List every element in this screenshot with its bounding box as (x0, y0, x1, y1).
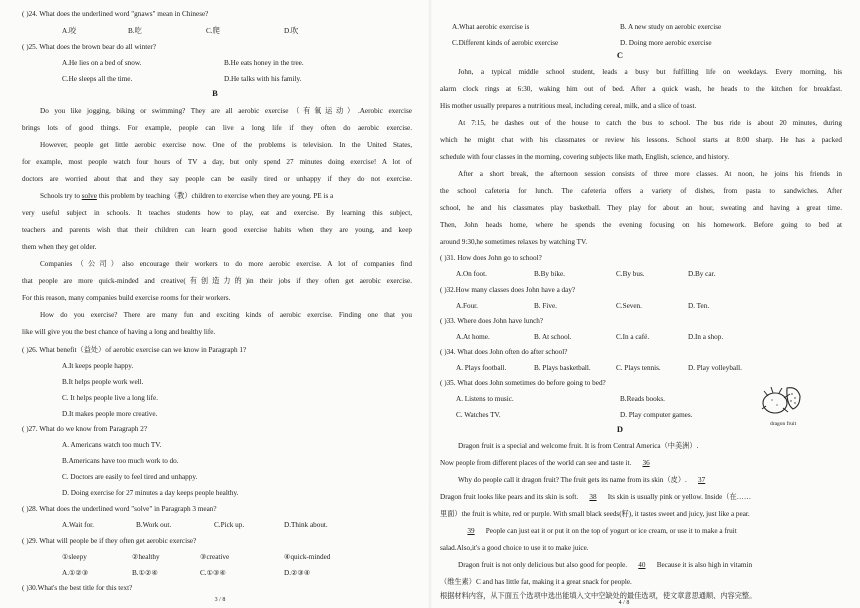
q26-option-b: B.It helps people work well. (62, 378, 144, 386)
q25-option-c: C.He sleeps all the time. (62, 75, 133, 83)
blank-37: 37 (698, 476, 706, 484)
passage-b-line: Do you like jogging, biking or swimming? They are all aerobic exercise（有氧运动）.Aerobic exercise (40, 107, 412, 115)
q34-option-c: C. Plays tennis. (616, 364, 661, 372)
q29-item: ①sleepy (62, 553, 87, 561)
passage-c-line: schedule with four classes in the morning, covering subjects like math, English, science, and history. (440, 153, 730, 161)
page-number: 3 / 8 (214, 597, 226, 603)
dragon-fruit-caption: dragon fruit (770, 421, 797, 427)
q26-option-a: A.It keeps people happy. (62, 362, 134, 370)
passage-d-line: salad.Also,it's a good choice to use it to make juice. (440, 544, 589, 552)
q24-option-b: B.吃 (128, 27, 142, 35)
passage-d-text: Because it is also high in vitamin (656, 561, 753, 569)
q32-option-a: A.Four. (456, 302, 478, 310)
passage-c-line: His mother usually prepares a nutritious meal, including cereal, milk, and a slice of toast. (440, 102, 697, 110)
q27-option-d: D. Doing exercise for 27 minutes a day keeps people healthy. (62, 489, 239, 497)
q35-option-c: C. Watches TV. (456, 411, 501, 419)
q35-option-b: B.Reads books. (620, 395, 665, 403)
passage-c-line: John, a typical middle school student, leads a busy but fulfilling life on weekdays. Every morning, his (458, 68, 842, 76)
passage-c-line: Then, John heads home, where he spends the evening focusing on his homework. Before going to bed at (440, 221, 842, 229)
q32-option-d: D. Ten. (688, 302, 710, 310)
passage-d-text: Dragon fruit is not only delicious but also good for people. (458, 561, 628, 569)
passage-d-text: People can just eat it or put it on the top of yogurt or ice cream, or use it to make a fruit (485, 527, 737, 535)
passage-c-line: the school cafeteria for lunch. The cafeteria offers a variety of dishes, from pasta to sandwiches. After (440, 187, 842, 195)
blank-40: 40 (638, 561, 646, 569)
q30-option-d: D. Doing more aerobic exercise (620, 39, 712, 47)
q26-stem: ( )26. What benefit（益处）of aerobic exercise can we know in Paragraph 1? (22, 346, 247, 354)
q33-option-a: A.At home. (456, 333, 490, 341)
passage-b-line: How do you exercise? There are many fun and exciting kinds of aerobic exercise. Finding one that you (40, 311, 412, 319)
passage-b-line: like will give you the best chance of having a long and healthy life. (22, 328, 216, 336)
passage-d-text: Now people from different places of the world can see and taste it. (440, 459, 632, 467)
passage-d-text: Why do people call it dragon fruit? The fruit gets its name from its skin（皮）. (458, 476, 687, 484)
blank-39: 39 (467, 527, 475, 535)
q29-option-b: B.①②④ (132, 569, 158, 577)
q33-option-c: C.In a café. (616, 333, 650, 341)
passage-b-text: this problem by teaching（教）children to exercise when they are young. PE is a (98, 192, 334, 200)
passage-b-line: brings lots of good things. For example, people can live a long life if they often do aerobic exercise. (22, 124, 412, 132)
passage-d-line (440, 458, 770, 470)
q26-option-d: D.It makes people more creative. (62, 410, 158, 418)
q35-option-a: A. Listens to music. (456, 395, 514, 403)
section-c-heading: C (616, 50, 624, 60)
q27-option-a: A. Americans watch too much TV. (62, 441, 162, 449)
passage-c-line: which he might chat with his classmates or review his lessons. School starts at 8:00 sharp. He has a packed (440, 136, 842, 144)
passage-d-text: Its skin is usually pink or yellow. Inside（在…… (607, 493, 752, 501)
q30-option-b: B. A new study on aerobic exercise (620, 23, 722, 31)
passage-d-line: Dragon fruit is a special and welcome fruit. It is from Central America（中美洲）. (458, 442, 699, 450)
q28-option-b: B.Work out. (136, 521, 172, 529)
q31-stem: ( )31. How does John go to school? (440, 254, 542, 262)
q35-stem: ( )35. What does John sometimes do before going to bed? (440, 379, 606, 387)
passage-b-line: For this reason, many companies build exercise rooms for their workers. (22, 294, 231, 302)
q31-option-b: B.By bike. (534, 270, 565, 278)
q29-option-c: C.①③④ (200, 569, 226, 577)
passage-d-text: Dragon fruit looks like pears and its skin is soft. (440, 493, 579, 501)
q25-stem: ( )25. What does the brown bear do all winter? (22, 43, 156, 51)
q33-option-b: B. At school. (534, 333, 572, 341)
page-number: 4 / 8 (618, 600, 630, 606)
passage-c-line: After a short break, the afternoon session consists of three more classes. At noon, he joins his friends in (458, 170, 842, 178)
q34-option-d: D. Play volleyball. (688, 364, 742, 372)
passage-b-line: However, people get little aerobic exercise now. One of the problems is television. In the United States, (40, 141, 412, 149)
q28-option-d: D.Think about. (284, 521, 328, 529)
q29-stem: ( )29. What will people be if they often get aerobic exercise? (22, 537, 197, 545)
passage-d-line (440, 492, 842, 504)
q30-stem: ( )30.What's the best title for this text? (22, 584, 133, 592)
passage-b-line: teachers and parents wish that their children can learn good exercise habits when they are young, and keep (22, 226, 412, 234)
q33-option-d: D.In a shop. (688, 333, 724, 341)
q29-item: ④quick-minded (284, 553, 331, 561)
q24-option-a: A.咬 (62, 27, 77, 35)
q34-option-a: A. Plays football. (456, 364, 507, 372)
passage-d-line (458, 560, 842, 572)
passage-d-line (458, 526, 842, 538)
q29-item: ③creative (200, 553, 230, 561)
q28-stem: ( )28. What does the underlined word "solve" in Paragraph 3 mean? (22, 505, 217, 513)
q28-option-c: C.Pick up. (214, 521, 245, 529)
passage-b-line: Companies（公司）also encourage their workers to do more aerobic exercise. A lot of companies find (40, 260, 412, 268)
blank-36: 36 (642, 459, 650, 467)
passage-b-line: them when they get older. (22, 243, 97, 251)
q27-stem: ( )27. What do we know from Paragraph 2? (22, 425, 148, 433)
q24-option-d: D.吹 (284, 27, 299, 35)
q27-option-b: B.Americans have too much work to do. (62, 457, 179, 465)
q29-option-a: A.①②③ (62, 569, 89, 577)
q26-option-c: C. It helps people live a long life. (62, 394, 159, 402)
passage-c-line: school, he and his classmates play basketball. They play for about an hour, sweating and having a great time. (440, 204, 842, 212)
instruction-text: 根据材料内容，从下面五个选项中选出能填入文中空缺处的最佳选项，使文章意思通顺、内容完整。 (440, 592, 757, 600)
q27-option-c: C. Doctors are easily to feel tired and unhappy. (62, 473, 198, 481)
underlined-word-solve: solve (81, 192, 97, 200)
q34-option-b: B. Plays basketball. (534, 364, 591, 372)
q29-option-d: D.②③④ (284, 569, 311, 577)
blank-38: 38 (589, 493, 597, 501)
q33-stem: ( )33. Where does John have lunch? (440, 317, 544, 325)
dragon-fruit-image (760, 382, 802, 418)
section-b-heading: B (212, 88, 218, 98)
q34-stem: ( )34. What does John often do after school? (440, 348, 568, 356)
q24-option-c: C.爬 (206, 27, 220, 35)
section-d-heading: D (616, 424, 624, 434)
q30-option-c: C.Different kinds of aerobic exercise (452, 39, 559, 47)
right-column (430, 0, 860, 608)
passage-b-line: doctors are worried about that and they say people can be easily tired or unhappy if they do not exercise. (22, 175, 412, 183)
q32-stem: ( )32.How many classes does John have a day? (440, 286, 576, 294)
passage-d-line: 里面）the fruit is white, red or purple. With small black seeds(籽), it tastes sweet and juicy, just like a pear. (440, 510, 750, 518)
passage-d-line (458, 475, 842, 487)
q24-stem: ( )24. What does the underlined word "gnaws" mean in Chinese? (22, 10, 209, 18)
q29-item: ②healthy (132, 553, 160, 561)
q25-option-a: A.He lies on a bed of snow. (62, 59, 142, 67)
q28-option-a: A.Wait for. (62, 521, 94, 529)
q32-option-c: C.Seven. (616, 302, 642, 310)
passage-b-line: that people are more quick-minded and creative(有创造力的)in their jobs if they often get aerobic exercise. (22, 277, 412, 285)
q31-option-c: C.By bus. (616, 270, 645, 278)
q31-option-a: A.On foot. (456, 270, 487, 278)
passage-b-line: for example, most people watch four hours of TV a day, but only spend 27 minutes doing exercise! A lot of (22, 158, 412, 166)
passage-c-line: At 7:15, he dashes out of the house to catch the bus to school. The bus ride is about 20 minutes, during (458, 119, 842, 127)
q25-option-b: B.He eats honey in the tree. (224, 59, 304, 67)
passage-b-text: Schools try to (40, 192, 80, 200)
q35-option-d: D. Play computer games. (620, 411, 693, 419)
q32-option-b: B. Five. (534, 302, 557, 310)
q31-option-d: D.By car. (688, 270, 716, 278)
q25-option-d: D.He talks with his family. (224, 75, 302, 83)
passage-c-line: around 9:30,he sometimes relaxes by watching TV. (440, 238, 588, 246)
q30-option-a: A.What aerobic exercise is (452, 23, 530, 31)
passage-c-line: alarm clock rings at 6:30, waking him out of bed. After a quick wash, he heads to the kitchen for breakfast. (440, 85, 842, 93)
passage-d-line: （维生素）C and has little fat, making it a great snack for people. (440, 578, 632, 586)
passage-b-line (40, 191, 412, 203)
passage-b-line: very useful subject in schools. It teaches students how to play, eat and exercise. By learning this subject, (22, 209, 412, 217)
